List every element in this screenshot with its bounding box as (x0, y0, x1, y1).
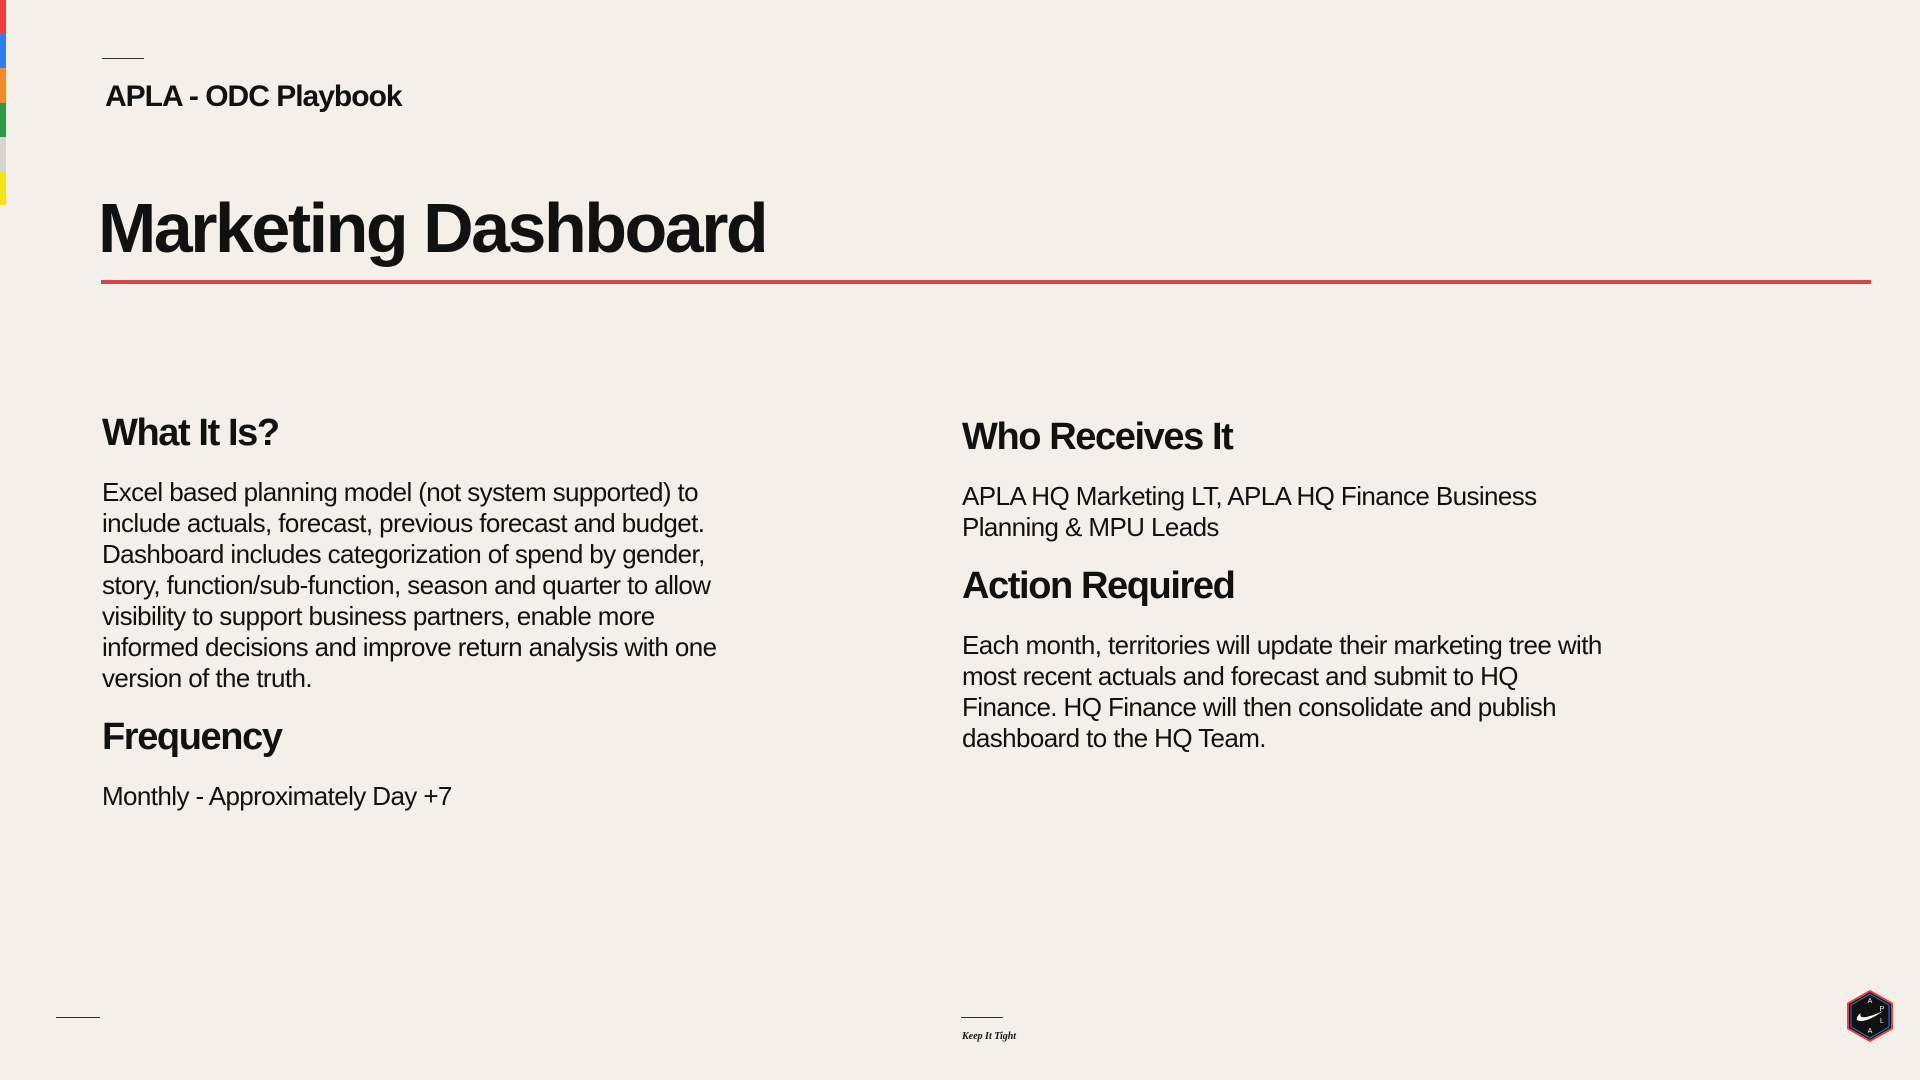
title-divider (101, 280, 1871, 284)
footer-hairline-center (961, 1017, 1003, 1018)
stripe-red (0, 0, 6, 34)
header-title: APLA - ODC Playbook (105, 80, 402, 113)
stripe-green (0, 103, 6, 137)
frequency-body: Monthly - Approximately Day +7 (102, 781, 452, 811)
apla-logo (1846, 990, 1894, 1042)
logo-letter: L (1880, 1018, 1884, 1025)
stripe-yellow (0, 171, 6, 205)
brand-color-stripe (0, 0, 6, 205)
frequency-heading: Frequency (102, 716, 282, 758)
logo-letter: P (1879, 1006, 1885, 1013)
stripe-grey (0, 137, 6, 171)
action-required-body: Each month, territories will update their marketing tree with most recent actuals and forecast and submit to HQ Finance. HQ Finance will then consolidate and publish dashboard to the HQ Team. (962, 630, 1602, 753)
footer-hairline-left (56, 1017, 100, 1018)
what-it-is-heading: What It Is? (102, 412, 279, 454)
stripe-orange (0, 68, 6, 102)
logo-letter: A (1867, 998, 1873, 1005)
footer-tagline: Keep It Tight (962, 1031, 1017, 1042)
header-hairline (102, 58, 144, 59)
page-title: Marketing Dashboard (98, 189, 767, 267)
logo-letter: A (1867, 1028, 1873, 1035)
what-it-is-body: Excel based planning model (not system supported) to include actuals, forecast, previous forecast and budget. Dashboard includes categorization of spend by gender, story, function/sub-function, season and quarter to allow visibility to support business partners, enable more informed decisions and improve return analysis with one version of the truth. (102, 477, 717, 693)
who-receives-heading: Who Receives It (962, 416, 1233, 458)
action-required-heading: Action Required (962, 565, 1235, 607)
stripe-blue (0, 34, 6, 68)
who-receives-body: APLA HQ Marketing LT, APLA HQ Finance Business Planning & MPU Leads (962, 481, 1537, 542)
